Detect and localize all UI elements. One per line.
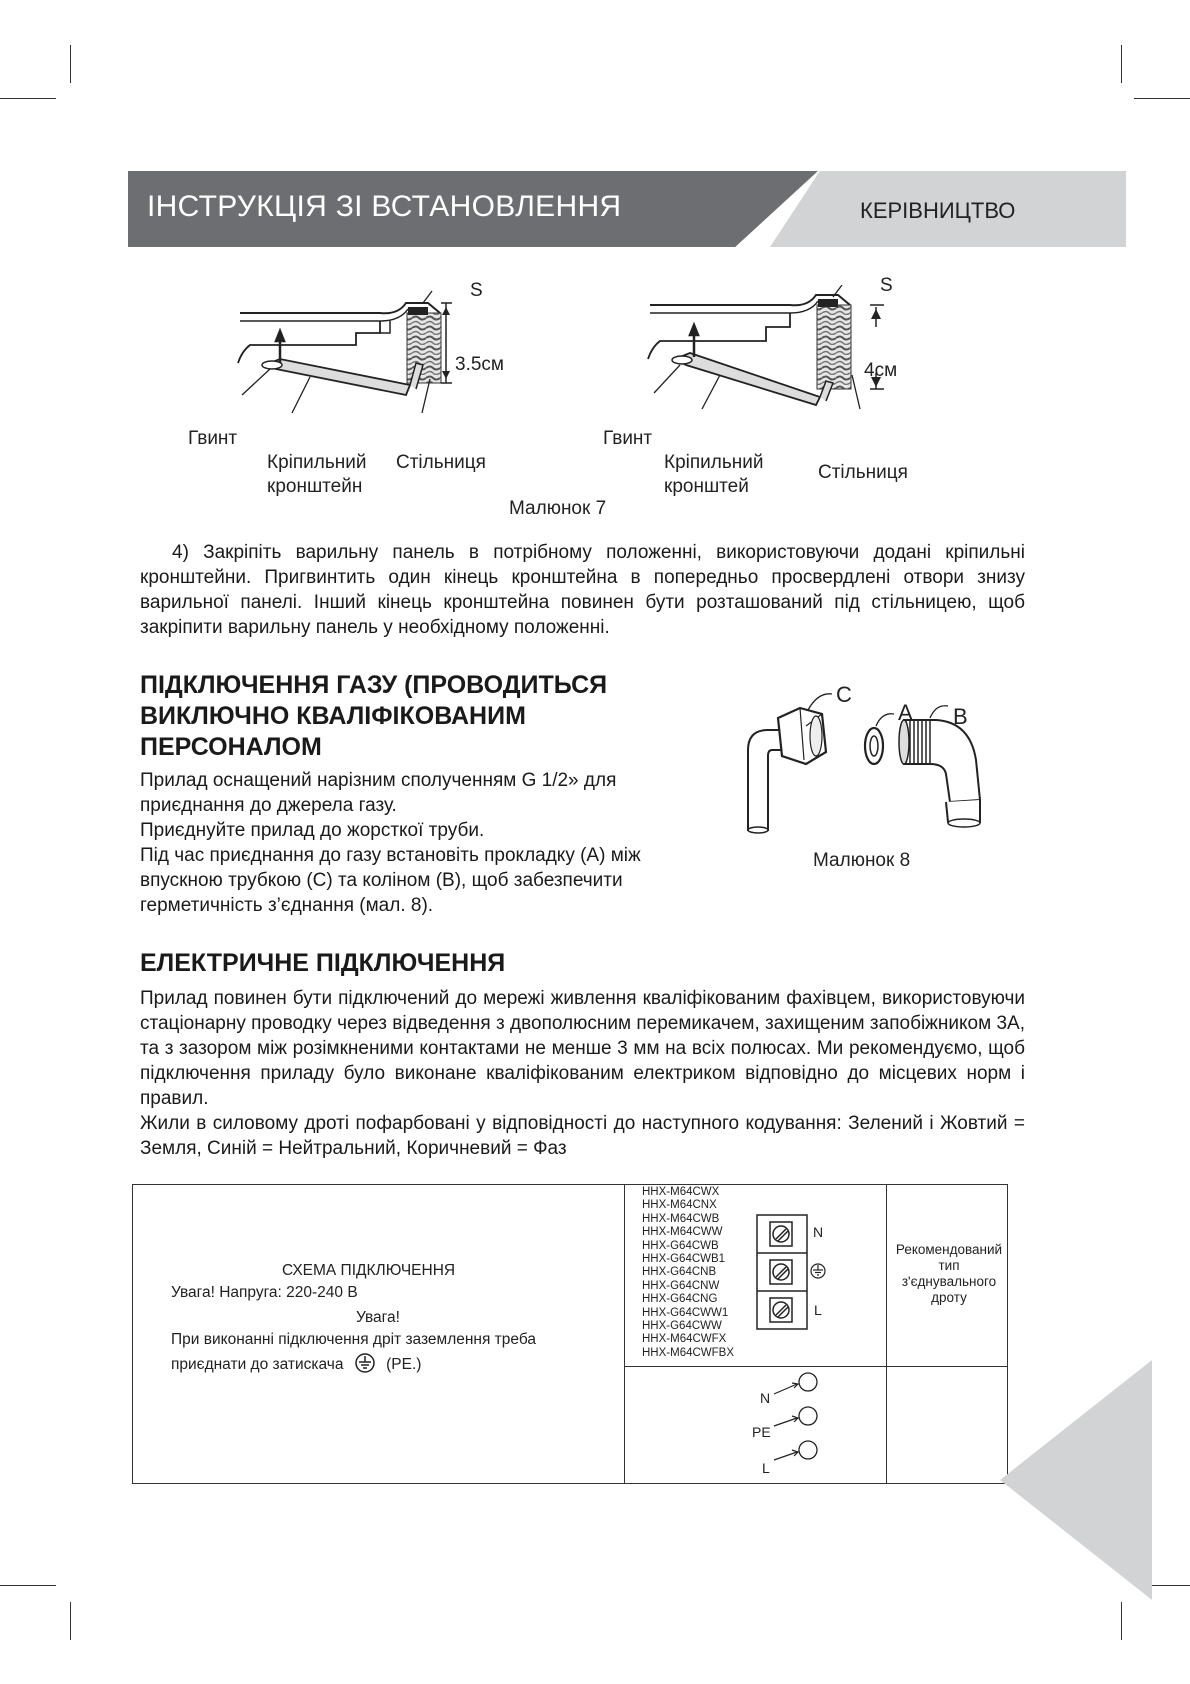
scheme-voltage: Увага! Напруга: 220-240 В xyxy=(171,1284,358,1301)
electric-paragraph-2: Жили в силовому дроті пофарбовані у відповідності до наступного кодування: Зелений і Жовтий = Земля, Синій = Нейтральний, Коричневий = Фаз xyxy=(140,1113,1025,1159)
gas-paragraph: Прилад оснащений нарізним сполученням G 1/2» для приєднання до джерела газу. Приєднуйте прилад до жорсткої труби. Під час приєднання до газу встановіть прокладку (A) між впускною трубкою (C) та коліном (B), щоб забезпечити герметичність з’єднання (мал. 8). xyxy=(140,770,641,916)
scheme-note-line-2: приєднати до затискача (PE.) xyxy=(171,1353,421,1374)
page-corner-decoration xyxy=(1000,1360,1152,1600)
model-item: HHX-G64CWW xyxy=(642,1320,722,1333)
crop-mark xyxy=(70,45,71,83)
gas-heading: ПІДКЛЮЧЕННЯ ГАЗУ (ПРОВОДИТЬСЯ ВИКЛЮЧНО КВАЛІФІКОВАНИМ ПЕРСОНАЛОМ xyxy=(140,671,608,761)
ground-icon xyxy=(354,1353,376,1373)
figure-8-caption: Малюнок 8 xyxy=(813,850,911,871)
model-item: HHX-M64CWFX xyxy=(642,1333,727,1346)
crop-mark xyxy=(1121,45,1122,83)
wire-pe-label: PE xyxy=(752,1424,771,1440)
electric-heading: ЕЛЕКТРИЧНЕ ПІДКЛЮЧЕННЯ xyxy=(140,949,506,977)
table-divider xyxy=(624,1366,1008,1367)
wire-connection-diagram xyxy=(770,1372,830,1472)
fig7-right-screw-label: Гвинт xyxy=(603,428,653,449)
model-item: HHX-M64CNX xyxy=(642,1199,717,1212)
fig7-left-bracket-label-2: кронштейн xyxy=(267,476,363,497)
model-item: HHX-G64CNB xyxy=(642,1266,717,1279)
fig8-c-label: C xyxy=(836,682,852,707)
page-title: ІНСТРУКЦІЯ ЗІ ВСТАНОВЛЕННЯ xyxy=(147,190,622,223)
scheme-note-line-1: При виконанні підключення дріт заземлення треба xyxy=(171,1331,536,1348)
model-item: HHX-G64CNG xyxy=(642,1293,718,1306)
wire-l-label: L xyxy=(762,1460,770,1476)
fig7-right-bracket-label-2: кронштей xyxy=(664,476,749,497)
scheme-title: СХЕМА ПІДКЛЮЧЕННЯ xyxy=(282,1262,456,1279)
model-item: HHX-G64CWB xyxy=(642,1239,719,1252)
figure-8-diagram xyxy=(740,690,1020,840)
electric-paragraph-1: Прилад повинен бути підключений до мережі живлення кваліфікованим фахівцем, використовуючи стаціонарну проводку через відведення з двополюсним перемикачем, захищеним запобіжником 3А, та з зазором між розімкненими контактами не менше 3 мм на всіх полюсах. Ми рекомендуємо, щоб підключення приладу було виконане кваліфікованим електриком відповідно до місцевих норм і правил. xyxy=(140,988,1025,1109)
fig7-left-worktop-label: Стільниця xyxy=(396,452,486,473)
crop-mark xyxy=(1121,1602,1122,1640)
table-divider xyxy=(886,1184,887,1484)
fig7-left-bracket-label: Кріпильний xyxy=(267,452,367,473)
fig8-a-label: A xyxy=(898,700,913,725)
terminal-l-label: L xyxy=(814,1302,822,1318)
fig7-right-s-label: S xyxy=(880,275,893,296)
crop-mark xyxy=(0,98,56,99)
fig7-right-bracket-label: Кріпильний xyxy=(664,452,764,473)
scheme-warning: Увага! xyxy=(356,1309,400,1326)
wire-n-label: N xyxy=(760,1390,771,1406)
fig7-right-dimension: 4см xyxy=(864,360,898,381)
earth-terminal-icon xyxy=(810,1263,826,1279)
model-item: HHX-G64CWW1 xyxy=(642,1306,729,1319)
model-item: HHX-M64CWX xyxy=(642,1186,720,1198)
model-item: HHX-G64CNW xyxy=(642,1279,720,1292)
crop-mark xyxy=(70,1602,71,1640)
fig7-right-worktop-label: Стільниця xyxy=(818,462,908,483)
model-item: HHX-M64CWB xyxy=(642,1212,720,1225)
terminal-block-diagram xyxy=(756,1214,816,1334)
crop-mark xyxy=(0,1585,56,1586)
model-item: HHX-M64CWFBX xyxy=(642,1346,735,1359)
model-item: HHX-G64CWB1 xyxy=(642,1253,726,1266)
model-item: HHX-M64CWW xyxy=(642,1226,723,1239)
terminal-n-label: N xyxy=(813,1224,824,1240)
fig7-left-screw-label: Гвинт xyxy=(188,428,238,449)
figure-7-caption: Малюнок 7 xyxy=(509,498,607,519)
section-label: КЕРІВНИЦТВО xyxy=(860,198,1016,223)
model-list xyxy=(642,1186,734,1360)
crop-mark xyxy=(1134,98,1190,99)
table-divider xyxy=(624,1184,625,1484)
fig7-left-s-label: S xyxy=(470,280,483,301)
fig7-left-dimension: 3.5см xyxy=(455,354,504,375)
recommended-wire-type: Рекомендований тип з'єднувального дроту xyxy=(895,1242,1003,1305)
fig8-b-label: B xyxy=(953,704,968,729)
step-4-paragraph: 4) Закріпіть варильну панель в потрібному положенні, використовуючи додані кріпильні кронштейни. Пригвинтить один кінець кронштейна в попередньо просвердлені отвори знизу варильної панелі. Інший кінець кронштейна повинен бути розташований під стільницею, щоб закріпити варильну панель у необхідному положенні. xyxy=(140,542,1025,638)
